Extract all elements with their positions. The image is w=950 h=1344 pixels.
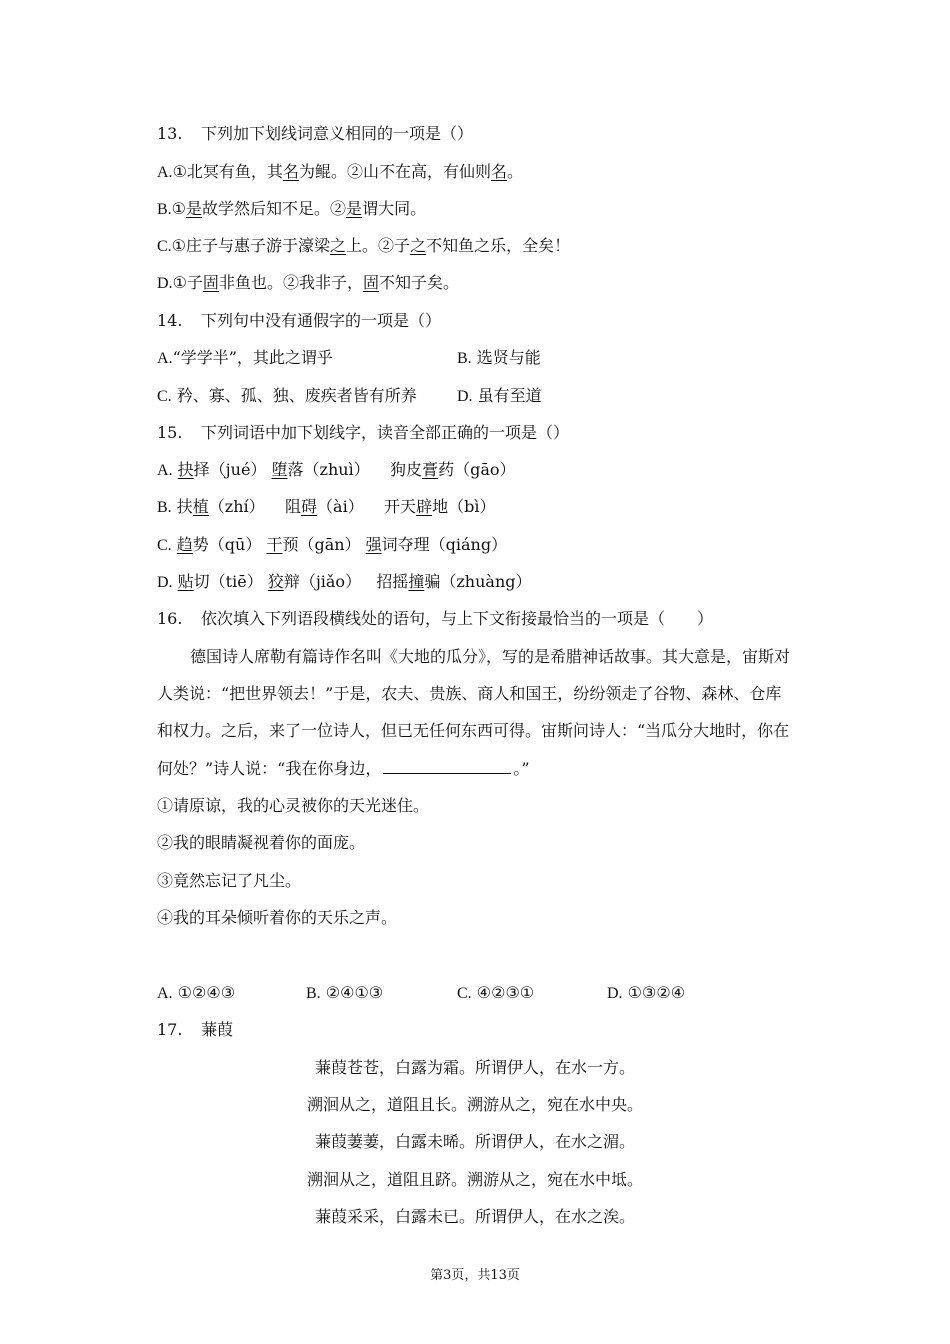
q16-stem-line <box>157 609 713 629</box>
option-text: 。 <box>506 162 523 181</box>
q16-item: ②我的眼睛凝视着你的面庞。 <box>157 833 366 852</box>
q16-option-d[interactable] <box>607 983 685 1003</box>
underlined-char: 膏 <box>422 460 439 479</box>
q13-option-a[interactable] <box>157 162 523 182</box>
option-letter: B. <box>306 985 321 1002</box>
option-letter: B. <box>157 201 172 218</box>
option-text: “学学半”，其此之谓乎 <box>172 348 333 367</box>
option-text: 虽有至道 <box>477 386 542 405</box>
option-text: ④②③① <box>476 983 535 1002</box>
option-text: 预（gān） <box>282 535 361 554</box>
paragraph-text: 。” <box>513 759 530 778</box>
q14-stem: 下列句中没有通假字的一项是（） <box>201 311 442 330</box>
underlined-word: 之 <box>410 236 427 255</box>
option-text: ①庄子与惠子游于濠梁 <box>171 236 331 255</box>
option-letter: A. <box>157 462 173 479</box>
underlined-char: 趋 <box>176 535 193 554</box>
underlined-char: 碍 <box>301 497 318 516</box>
option-text: ① <box>171 199 187 218</box>
option-letter: D. <box>157 275 173 292</box>
option-text: 落（zhuì） <box>287 460 370 479</box>
underlined-char: 撞 <box>408 572 425 591</box>
option-text: 不知鱼之乐，全矣！ <box>426 236 571 255</box>
option-text: 药（gāo） <box>438 460 516 479</box>
q15-stem: 下列词语中加下划线字，读音全部正确的一项是（） <box>201 423 570 442</box>
q16-item: ③竟然忘记了凡尘。 <box>157 871 302 890</box>
option-text: 矜、寡、孤、独、废疾者皆有所养 <box>176 386 417 405</box>
option-text: 开天 <box>384 497 417 516</box>
q13-option-c[interactable] <box>157 236 570 256</box>
option-text: （zhí） <box>208 497 265 516</box>
option-text: 势（qū） <box>192 535 262 554</box>
underlined-char: 狡 <box>267 572 284 591</box>
option-text: 阻 <box>285 497 302 516</box>
option-text: 狗皮 <box>390 460 423 479</box>
option-letter: D. <box>157 574 173 591</box>
option-text: 上。②子 <box>346 236 411 255</box>
underlined-word: 名 <box>490 162 507 181</box>
option-text: 地（bì） <box>432 497 496 516</box>
underlined-word: 是 <box>346 199 363 218</box>
q15-option-a[interactable] <box>157 460 516 480</box>
option-text: ①子 <box>172 273 203 292</box>
option-text: ②④①③ <box>325 983 384 1002</box>
option-letter: C. <box>157 537 172 554</box>
q14-option-b[interactable] <box>457 348 541 368</box>
option-letter: B. <box>457 350 472 367</box>
q15-number: 15. <box>157 423 183 442</box>
q16-option-b[interactable] <box>306 983 383 1003</box>
poem-line: 蒹葭萋萋，白露未晞。所谓伊人，在水之湄。 <box>314 1132 635 1151</box>
q13-option-d[interactable] <box>157 273 459 293</box>
option-letter: D. <box>607 985 623 1002</box>
option-letter: C. <box>157 238 172 255</box>
option-letter: A. <box>157 164 173 181</box>
option-letter: C. <box>457 985 472 1002</box>
q17-stem-line <box>157 1020 233 1040</box>
poem-line: 溯洄从之，道阻且跻。溯游从之，宛在水中坻。 <box>306 1170 643 1189</box>
q13-number: 13. <box>157 124 183 143</box>
option-text: ①③②④ <box>627 983 686 1002</box>
option-text: 不知子矣。 <box>378 273 459 292</box>
underlined-word: 名 <box>282 162 299 181</box>
paragraph-text: 何处？”诗人说：“我在你身边， <box>157 759 382 778</box>
option-text: 辩（jiǎo） <box>283 572 362 591</box>
q16-item: ①请原谅，我的心灵被你的天光迷住。 <box>157 796 430 815</box>
q14-option-c[interactable] <box>157 386 417 406</box>
option-text: 为鲲。②山不在高，有仙则 <box>298 162 491 181</box>
q16-option-a[interactable] <box>157 983 235 1003</box>
q16-paragraph-line: 人类说：“把世界领去！”于是，农夫、贵族、商人和国王，纷纷领走了谷物、森林、仓库 <box>157 684 782 703</box>
underlined-char: 植 <box>192 497 209 516</box>
underlined-word: 是 <box>186 199 203 218</box>
underlined-char: 干 <box>266 535 283 554</box>
q16-option-c[interactable] <box>457 983 534 1003</box>
option-text: 扶 <box>176 497 193 516</box>
option-text: 词夺理（qiáng） <box>381 535 508 554</box>
poem-line: 蒹葭苍苍，白露为霜。所谓伊人，在水一方。 <box>314 1058 635 1077</box>
q16-stem: 依次填入下列语段横线处的语句，与上下文衔接最恰当的一项是（ ） <box>201 609 714 628</box>
q16-item: ④我的耳朵倾听着你的天乐之声。 <box>157 908 398 927</box>
q14-number: 14. <box>157 311 183 330</box>
q14-stem-line <box>157 311 441 331</box>
option-text: 招摇 <box>376 572 409 591</box>
fill-in-blank <box>383 759 511 774</box>
q16-paragraph-line: 和权力。之后，来了一位诗人，但已无任何东西可得。宙斯问诗人：“当瓜分大地时，你在 <box>157 721 790 740</box>
q17-number: 17. <box>157 1020 183 1039</box>
option-text: 非鱼也。②我非子， <box>218 273 363 292</box>
q16-paragraph-line <box>157 759 530 779</box>
q14-option-d[interactable] <box>457 386 542 406</box>
q15-option-c[interactable] <box>157 535 507 555</box>
underlined-char: 辟 <box>416 497 433 516</box>
underlined-char: 抉 <box>177 460 194 479</box>
q15-stem-line <box>157 423 569 443</box>
option-letter: D. <box>457 388 473 405</box>
poem-line: 蒹葭采采，白露未已。所谓伊人，在水之涘。 <box>314 1207 635 1226</box>
option-text: ①北冥有鱼，其 <box>172 162 283 181</box>
q13-stem: 下列加下划线词意义相同的一项是（） <box>201 124 474 143</box>
option-text: 骗（zhuàng） <box>424 572 532 591</box>
poem-line: 溯洄从之，道阻且长。溯游从之，宛在水中央。 <box>306 1095 643 1114</box>
underlined-word: 固 <box>362 273 379 292</box>
underlined-char: 贴 <box>177 572 194 591</box>
option-text: 谓大同。 <box>362 199 427 218</box>
page-footer: 第3页，共13页 <box>430 1268 520 1283</box>
underlined-word: 之 <box>330 236 347 255</box>
q15-option-b[interactable] <box>157 497 495 517</box>
q13-option-b[interactable] <box>157 199 426 219</box>
underlined-char: 堕 <box>271 460 288 479</box>
option-letter: A. <box>157 350 173 367</box>
option-letter: B. <box>157 499 172 516</box>
option-text: ①②④③ <box>177 983 236 1002</box>
option-letter: A. <box>157 985 173 1002</box>
q14-option-a[interactable] <box>157 348 333 368</box>
underlined-word: 固 <box>202 273 219 292</box>
q13-stem-line <box>157 124 473 144</box>
option-text: 切（tiē） <box>193 572 263 591</box>
option-text: 选贤与能 <box>476 348 541 367</box>
q17-title: 蒹葭 <box>201 1020 234 1039</box>
q16-paragraph-line: 德国诗人席勒有篇诗作名叫《大地的瓜分》，写的是希腊神话故事。其大意是，宙斯对 <box>190 647 791 666</box>
q15-option-d[interactable] <box>157 572 532 592</box>
option-text: 故学然后知不足。② <box>202 199 347 218</box>
option-text: （ài） <box>317 497 364 516</box>
option-letter: C. <box>157 388 172 405</box>
option-text: 择（jué） <box>193 460 267 479</box>
q16-number: 16. <box>157 609 183 628</box>
underlined-char: 强 <box>365 535 382 554</box>
